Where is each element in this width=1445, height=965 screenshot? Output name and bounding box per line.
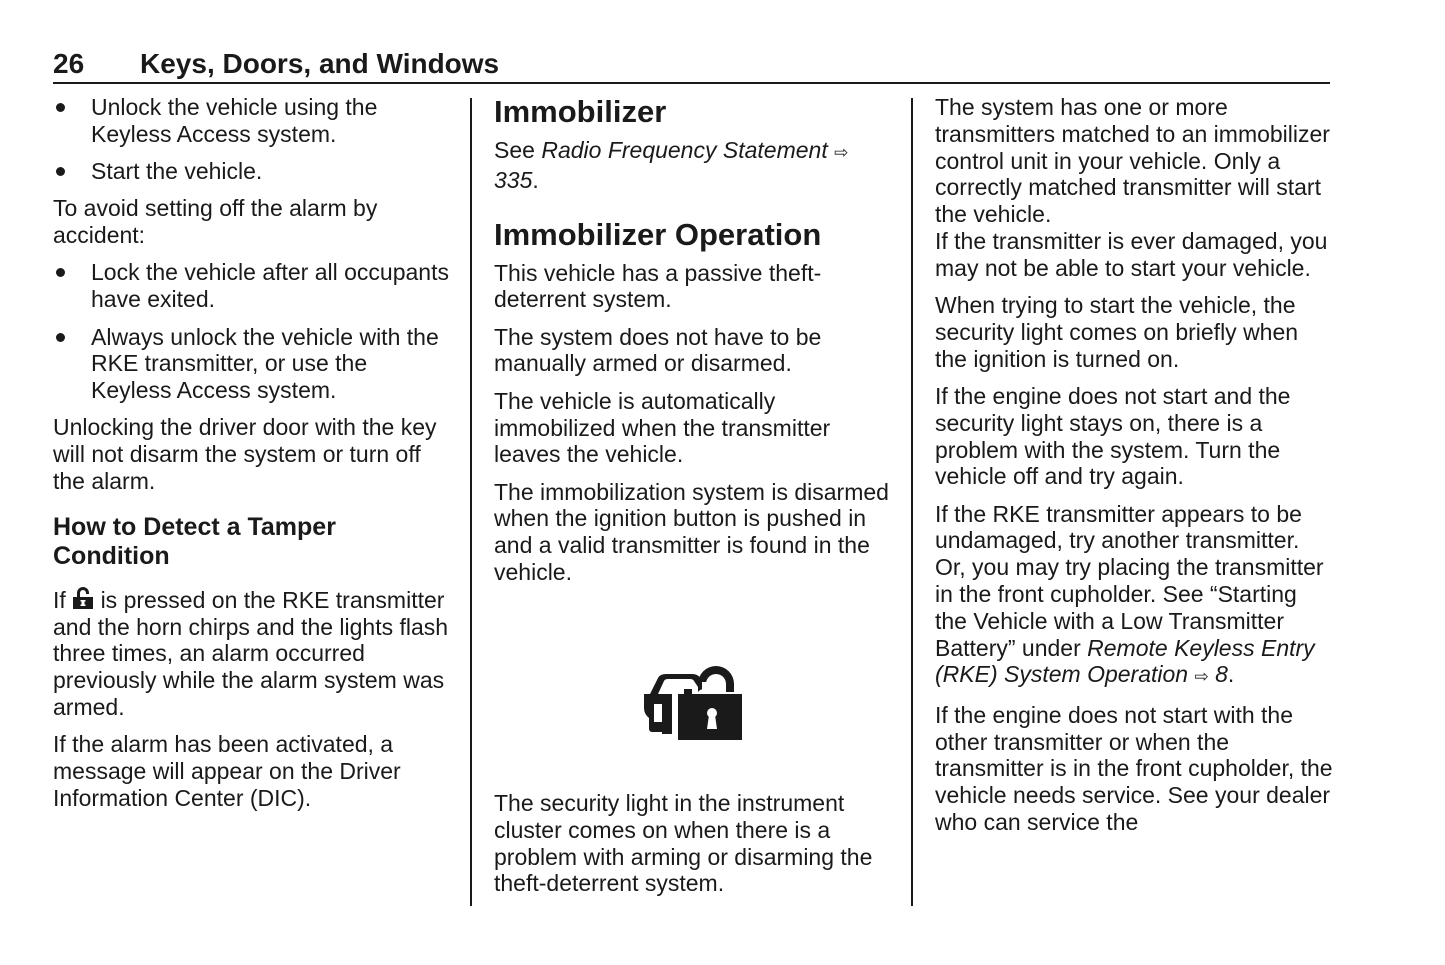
rke-operation-link[interactable]: Remote Keyless Entry (RKE) System Operation: [935, 634, 1315, 688]
tamper-suffix: is pressed on the RKE transmitter and the horn chirps and the lights flash three times, an alarm occurred previously while the alarm system was armed.: [53, 586, 449, 721]
needs-service-paragraph: If the engine does not start with the other transmitter or when the transmitter is in the front cupholder, the vehicle needs service. See your dealer who can service the: [935, 701, 1333, 835]
bullet-item: Always unlock the vehicle with the RKE transmitter, or use the Keyless Access system.: [53, 324, 453, 404]
security-light-car-padlock-icon: [640, 660, 744, 742]
operation-paragraph: The system does not have to be manually armed or disarmed.: [494, 323, 822, 377]
see-prefix: See: [494, 137, 542, 163]
bullet-item: Unlock the vehicle using the Keyless Access system.: [53, 94, 453, 148]
security-light-brief-paragraph: When trying to start the vehicle, the security light comes on briefly when the ignition is turned on.: [935, 292, 1299, 372]
page-ref-number[interactable]: 8: [1215, 661, 1228, 688]
immobilizer-heading: Immobilizer: [494, 94, 667, 129]
immobilizer-operation-heading: Immobilizer Operation: [494, 216, 822, 252]
tamper-prefix: If: [53, 586, 66, 613]
column-divider: [470, 98, 472, 906]
column-2: [494, 94, 894, 596]
avoid-alarm-intro: To avoid setting off the alarm by accident:: [53, 195, 378, 249]
engine-not-start-paragraph: If the engine does not start and the security light stays on, there is a problem with the system. Turn the vehicle off and try again.: [935, 382, 1291, 490]
page-ref-arrow-icon: ⇨: [834, 143, 849, 162]
tamper-heading: How to Detect a Tamper Condition: [53, 512, 336, 570]
bullet-item: Start the vehicle.: [53, 158, 453, 185]
unlock-note: Unlocking the driver door with the key will not disarm the system or turn off the alarm.: [53, 414, 437, 495]
p4-text: If the RKE transmitter appears to be undamaged, try another transmitter. Or, you may try placing the transmitter in the front cupholder. See “Starting the Vehicle with a Low Transmitter Battery” under: [935, 500, 1324, 661]
bullet-item: Lock the vehicle after all occupants have exited.: [53, 259, 453, 313]
column-3: [935, 94, 1335, 846]
try-another-transmitter-paragraph: [935, 501, 1335, 692]
alarm-activated-note: If the alarm has been activated, a message will appear on the Driver Information Center (DIC).: [53, 731, 401, 811]
page-ref-arrow-icon: ⇨: [1194, 667, 1209, 687]
column-divider: [911, 98, 913, 906]
unlock-padlock-icon: [72, 586, 94, 610]
security-light-paragraph: The security light in the instrument cluster comes on when there is a problem with arming or disarming the theft-deterrent system.: [494, 790, 873, 897]
see-reference: [494, 137, 894, 194]
tamper-paragraph: [53, 586, 453, 721]
column-1: [53, 94, 453, 822]
punctuation: .: [1227, 661, 1235, 688]
page-ref-number[interactable]: 335: [494, 166, 533, 193]
operation-paragraph: This vehicle has a passive theft-deterrent system.: [494, 259, 822, 313]
damaged-transmitter-paragraph: If the transmitter is ever damaged, you may not be able to start your vehicle.: [935, 227, 1328, 281]
operation-paragraph: The vehicle is automatically immobilized when the transmitter leaves the vehicle.: [494, 387, 831, 468]
punctuation: .: [532, 166, 539, 193]
page-header: [53, 46, 1330, 84]
matched-transmitter-paragraph: The system has one or more transmitters matched to an immobilizer control unit in your vehicle. Only a correctly matched transmitter will start the vehicle.: [935, 94, 1330, 228]
page-number: 26: [53, 48, 85, 79]
operation-paragraph: The immobilization system is disarmed when the ignition button is pushed in and a valid transmitter is found in the vehicle.: [494, 478, 889, 586]
radio-frequency-link[interactable]: Radio Frequency Statement: [541, 137, 828, 163]
section-title: Keys, Doors, and Windows: [140, 48, 500, 79]
